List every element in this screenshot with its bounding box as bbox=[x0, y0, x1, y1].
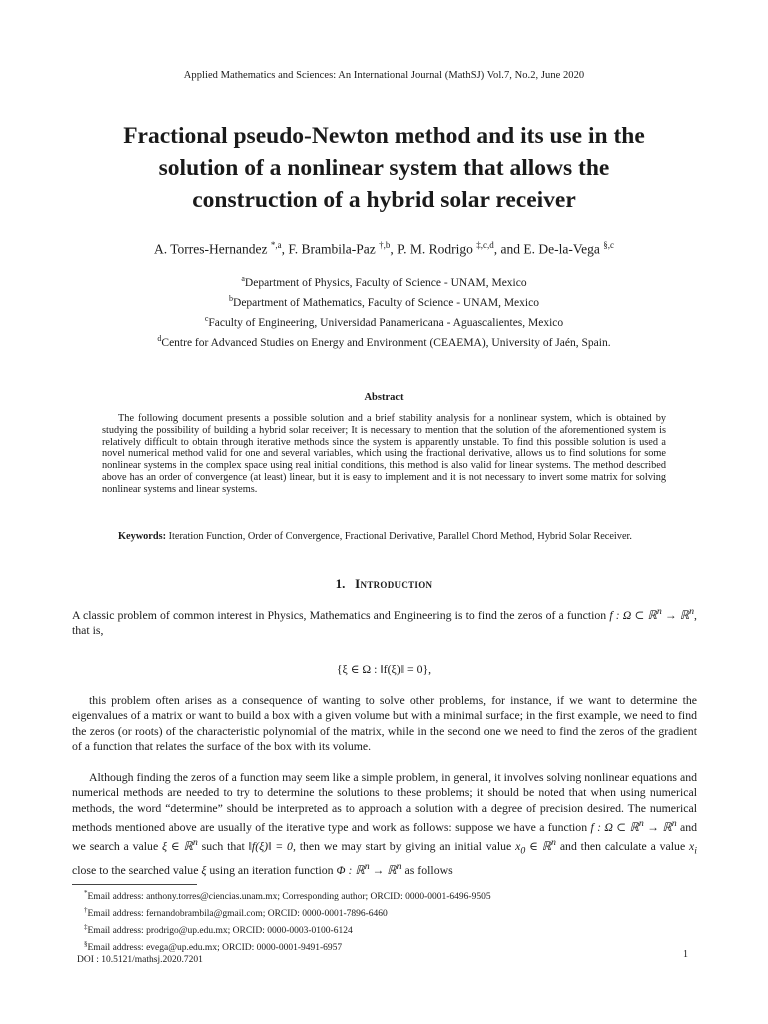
math-inline: $x_i$ bbox=[689, 839, 698, 857]
author-separator: , bbox=[390, 241, 398, 257]
footnote-mark: † bbox=[84, 906, 88, 915]
footnote-mark: * bbox=[84, 889, 88, 897]
math-inline: ξ ∈ ℝ$^n$ bbox=[162, 837, 198, 854]
footnote bbox=[84, 904, 684, 921]
author-name: F. Brambila-Paz bbox=[288, 241, 376, 257]
title-line: Fractional pseudo-Newton method and its use in the bbox=[123, 123, 645, 149]
abstract-heading: Abstract bbox=[364, 392, 404, 403]
math-inline: Φ : ℝ$^n$ → ℝ$^n$ bbox=[336, 860, 402, 877]
footnote-rule bbox=[72, 884, 197, 885]
footnote-text: Email address: fernandobrambila@gmail.com; ORCID: 0000-0001-7896-6460 bbox=[87, 909, 388, 920]
intro-paragraph bbox=[72, 604, 697, 639]
author-separator: , and bbox=[493, 241, 524, 257]
section-number: 1. bbox=[335, 576, 346, 591]
keywords-label: Keywords: bbox=[118, 531, 167, 542]
paragraph-text: Although finding the zeros of a function may seem like a simple problem, in general, it involves solving nonlinear equations and numerical methods are needed to try to determine the solutions to these problems; it should be noted that when using numerical methods, the word “determine” should be interpreted as to approach a solution with a degree of precision desired. The numerical methods mentioned above are usually of the iterative type and work as follows: suppose we have a function bbox=[72, 770, 697, 834]
display-formula: {ξ ∈ Ω : ‖f(ξ)‖ = 0}, bbox=[336, 662, 432, 676]
affiliation bbox=[0, 331, 768, 351]
paragraph-text: such that bbox=[201, 839, 245, 854]
affiliation-text: Faculty of Engineering, Universidad Panamericana - Aguascalientes, Mexico bbox=[208, 317, 564, 330]
author-marks: §,c bbox=[603, 240, 615, 250]
paragraph-text: A classic problem of common interest in Physics, Mathematics and Engineering is to find the zeros of a function bbox=[72, 607, 607, 622]
paragraph-text: and then calculate a value bbox=[559, 839, 686, 854]
author-list bbox=[0, 240, 768, 258]
doi: DOI : 10.5121/mathsj.2020.7201 bbox=[77, 955, 203, 965]
math-text: → ℝ bbox=[661, 607, 690, 622]
footnote bbox=[84, 938, 684, 955]
paragraph-text: and we search a value bbox=[72, 819, 698, 854]
paragraph-text: , then we may start by giving an initial value bbox=[292, 839, 512, 854]
author-marks: *,a bbox=[270, 240, 282, 250]
math-inline: f : Ω ⊂ ℝ$^n$ → ℝ$^n$ bbox=[609, 606, 695, 622]
section-heading bbox=[0, 576, 768, 592]
affiliation bbox=[0, 271, 768, 291]
author-name: P. M. Rodrigo bbox=[397, 241, 473, 257]
title-line: construction of a hybrid solar receiver bbox=[192, 187, 576, 213]
affiliation-mark: d bbox=[157, 334, 162, 344]
affiliation-mark: b bbox=[229, 294, 234, 304]
math-inline: ξ bbox=[201, 862, 207, 877]
footnote bbox=[84, 887, 684, 904]
math-text: f : Ω ⊂ ℝ bbox=[609, 607, 657, 622]
footnote-mark: ‡ bbox=[84, 923, 88, 932]
affiliation-text: Centre for Advanced Studies on Energy and Environment (CEAEMA), University of Jaén, Spain. bbox=[161, 337, 611, 350]
affiliation-list bbox=[0, 271, 768, 352]
affiliation-mark: a bbox=[241, 274, 245, 283]
paragraph-text: close to the searched value bbox=[72, 862, 199, 877]
affiliation bbox=[0, 311, 768, 331]
paragraph-text: as follows bbox=[404, 862, 453, 877]
footnote bbox=[84, 921, 684, 938]
footnote-text: Email address: evega@up.edu.mx; ORCID: 0000-0001-9491-6957 bbox=[87, 943, 343, 954]
keywords bbox=[102, 531, 666, 543]
footnote-text: Email address: anthony.torres@ciencias.unam.mx; Corresponding author; ORCID: 0000-0001-6496-9505 bbox=[87, 892, 491, 903]
footnote-mark: § bbox=[84, 940, 88, 949]
author-name: A. Torres-Hernandez bbox=[153, 241, 268, 257]
paragraph-text: , that is, bbox=[72, 607, 697, 638]
affiliation-mark: c bbox=[204, 314, 209, 324]
abstract-text: The following document presents a possible solution and a brief stability analysis for a nonlinear system, which is obtained by studying the possibility of building a hybrid solar receiver; It is necessary to mention that the solution of the aforementioned system is relatively difficult to obtain through iterative methods since the system is apparently unstable. To find this possible solution is used a novel numerical method valid for one and several variables, which using the fractional derivative, allows us to find solutions for some nonlinear systems in the complex space using real initial conditions, this method is also valid for linear systems. The method described above has an order of convergence (at least) linear, but it is easy to implement and it is not necessary to invert some matrix for solving nonlinear systems and linear systems. bbox=[102, 413, 666, 495]
paragraph-text: using an iteration function bbox=[209, 862, 334, 877]
section-title: Introduction bbox=[355, 576, 433, 591]
author-separator: , bbox=[281, 241, 289, 257]
math-inline: f : Ω ⊂ ℝ$^n$ → ℝ$^n$ bbox=[590, 817, 677, 834]
math-inline: $x_0$ ∈ ℝ$^n$ bbox=[515, 837, 556, 857]
affiliation bbox=[0, 291, 768, 311]
keywords-text: Iteration Function, Order of Convergence, Fractional Derivative, Parallel Chord Method, Hybrid Solar Receiver. bbox=[168, 531, 632, 542]
footnote-list bbox=[84, 887, 684, 955]
affiliation-text: Department of Mathematics, Faculty of Science - UNAM, Mexico bbox=[233, 296, 539, 309]
math-inline: ‖f(ξ)‖ = 0 bbox=[248, 839, 293, 854]
body-paragraph bbox=[72, 770, 697, 878]
author-marks: †,b bbox=[379, 240, 391, 250]
journal-header: Applied Mathematics and Sciences: An International Journal (MathSJ) Vol.7, No.2, June 2020 bbox=[183, 70, 585, 81]
paper-title bbox=[60, 120, 708, 216]
title-line: solution of a nonlinear system that allows the bbox=[158, 155, 610, 181]
page-number: 1 bbox=[683, 949, 688, 960]
author-marks: ‡,c,d bbox=[476, 240, 494, 250]
body-paragraph: this problem often arises as a consequence of wanting to solve other problems, for instance, if we want to determine the eigenvalues of a matrix or want to build a box with a given volume but with a minimal surface; in the first example, we need to find the zeros (or roots) of the characteristic polynomial of the matrix, while in the second one we need to find the zeros of the gradient of a function that relates the surface of the box with its volume. bbox=[72, 693, 697, 753]
footnote-text: Email address: prodrigo@up.edu.mx; ORCID: 0000-0003-0100-6124 bbox=[87, 926, 353, 937]
author-name: E. De-la-Vega bbox=[523, 241, 600, 257]
affiliation-text: Department of Physics, Faculty of Science - UNAM, Mexico bbox=[244, 276, 527, 289]
